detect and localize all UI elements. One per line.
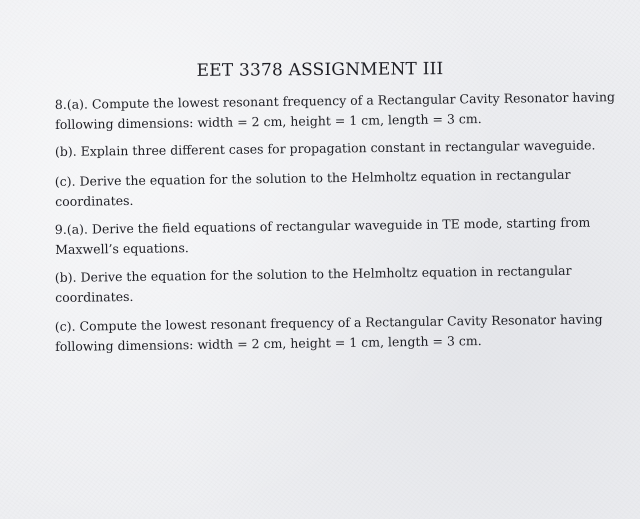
question-line: (b). Derive the equation for the solution to the Helmholtz equation in rectangular — [54, 262, 572, 286]
question-line: coordinates. — [55, 192, 134, 209]
question-9c — [54, 310, 603, 357]
question-line: coordinates. — [55, 288, 134, 305]
question-line: (b). Explain three different cases for propagation constant in rectangular waveguide. — [54, 137, 596, 159]
question-8a — [54, 88, 616, 135]
question-line: (c). Compute the lowest resonant frequency of a Rectangular Cavity Resonator having — [54, 311, 603, 335]
question-line: Maxwell’s equations. — [55, 240, 189, 257]
question-8b — [54, 136, 596, 162]
question-line: 9.(a). Derive the field equations of rectangular waveguide in TE mode, starting from — [54, 214, 591, 238]
question-line: 8.(a). Compute the lowest resonant frequency of a Rectangular Cavity Resonator having — [54, 89, 616, 113]
question-9b — [55, 261, 576, 308]
question-line: following dimensions: width = 2 cm, height = 1 cm, length = 3 cm. — [55, 111, 482, 132]
question-9a — [54, 213, 591, 260]
question-line: following dimensions: width = 2 cm, height = 1 cm, length = 3 cm. — [55, 333, 482, 354]
question-line: (c). Derive the equation for the solution to the Helmholtz equation in rectangular — [54, 166, 571, 190]
question-8c — [55, 165, 576, 212]
page-title: EET 3378 ASSIGNMENT III — [196, 59, 444, 81]
